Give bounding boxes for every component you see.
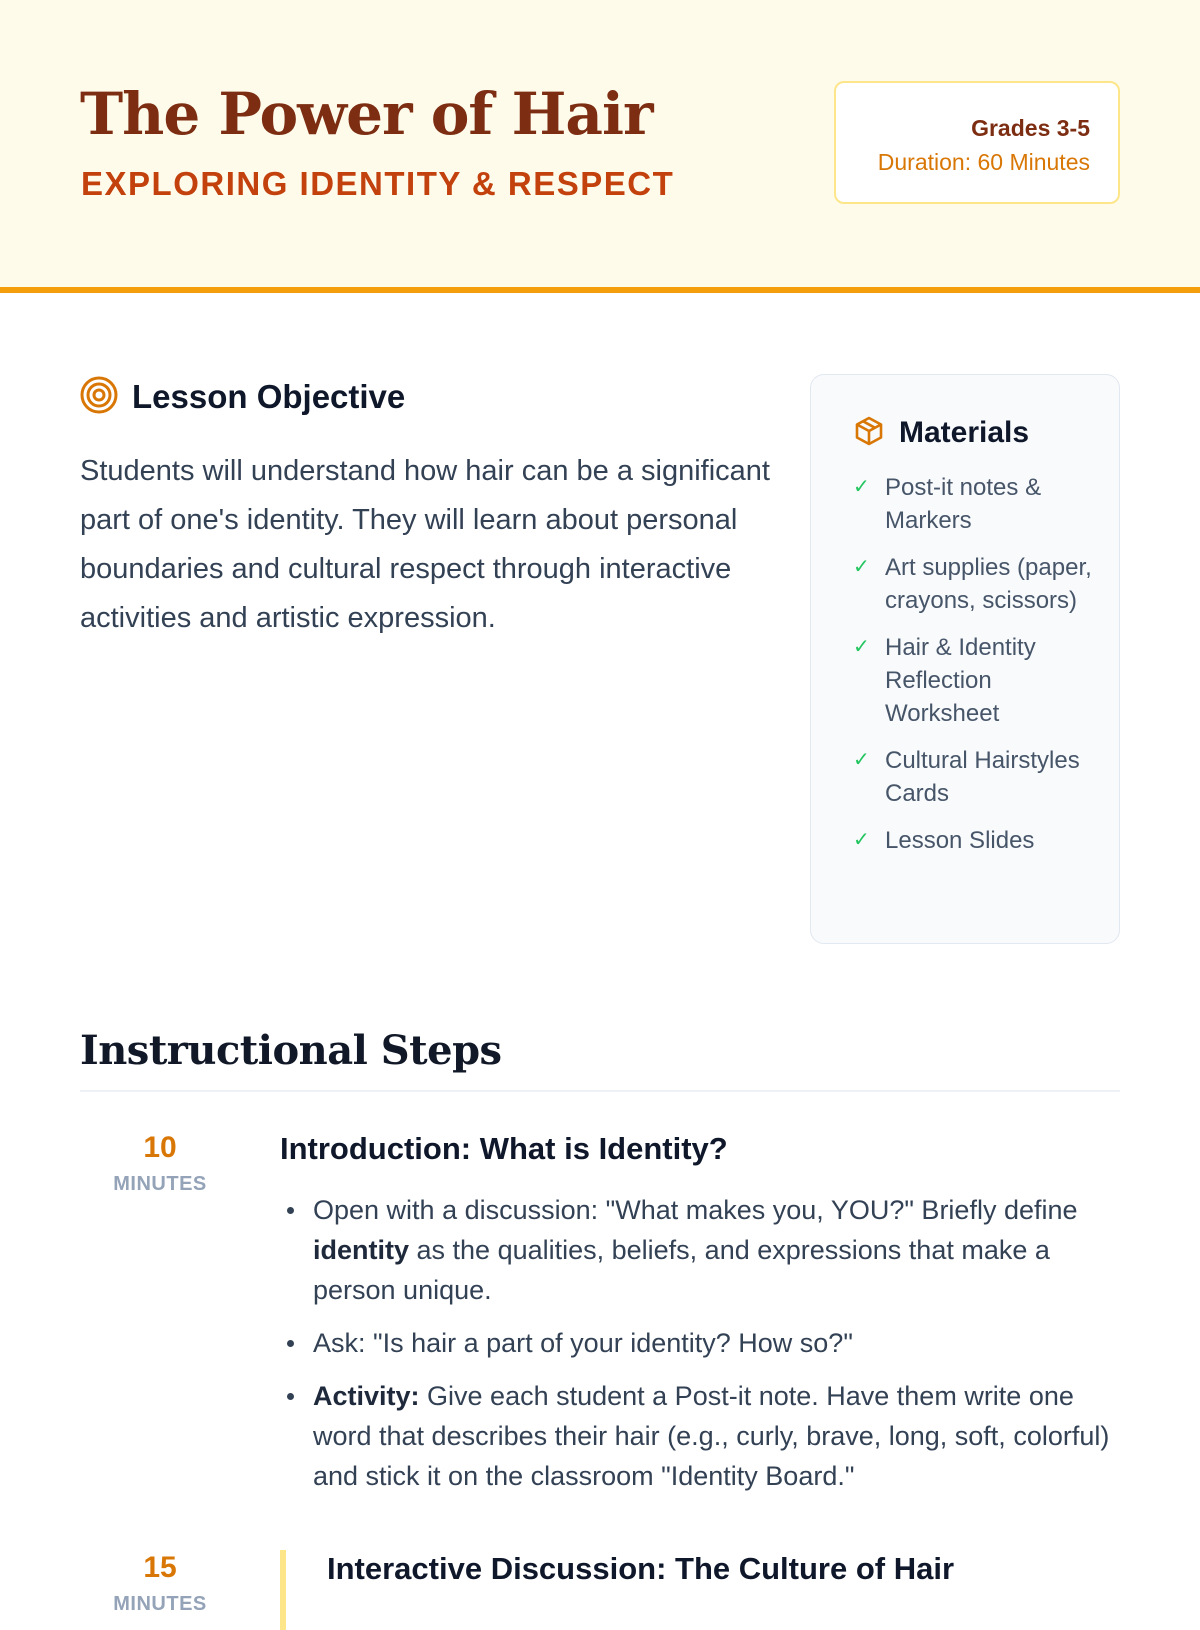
materials-item: ✓ Lesson Slides [853, 824, 1099, 857]
step-minutes: 10 [143, 1131, 177, 1164]
steps-section-title: Instructional Steps [80, 1027, 502, 1074]
materials-item: ✓ Art supplies (paper, crayons, scissors) [853, 551, 1099, 617]
lesson-subtitle: EXPLORING IDENTITY & RESPECT [81, 165, 675, 202]
step-duration [80, 1130, 240, 1198]
grades-label: Grades 3-5 [971, 115, 1090, 141]
check-icon: ✓ [853, 556, 870, 578]
materials-item: ✓ Post-it notes & Markers [853, 471, 1099, 537]
materials-heading-row [853, 413, 1099, 453]
step-bullets [280, 1190, 1120, 1496]
step-bullet: Ask: "Is hair a part of your identity? How so?" [280, 1323, 1120, 1363]
step-minutes-unit: MINUTES [113, 1173, 207, 1195]
section-divider [80, 1090, 1120, 1092]
materials-item: ✓ Hair & Identity Reflection Worksheet [853, 631, 1099, 730]
objective-heading: Lesson Objective [132, 378, 406, 415]
materials-heading: Materials [899, 416, 1030, 449]
objective-heading-row [80, 374, 405, 420]
materials-list [853, 471, 1099, 857]
step-body [280, 1130, 1120, 1509]
duration-label: Duration: 60 Minutes [877, 149, 1090, 175]
step-title: Introduction: What is Identity? [280, 1131, 728, 1166]
check-icon: ✓ [853, 749, 870, 771]
step-accent-bar [280, 1550, 286, 1630]
materials-item: ✓ Cultural Hairstyles Cards [853, 744, 1099, 810]
step-body [327, 1550, 1120, 1610]
objective-text: Students will understand how hair can be a significant part of one's identity. They will learn about personal boundaries and cultural respect through interactive activities and artistic expression. [80, 455, 770, 634]
check-icon: ✓ [853, 476, 870, 498]
step-bullet: Open with a discussion: "What makes you, YOU?" Briefly define identity as the qualities, beliefs, and expressions that make a person unique. [280, 1190, 1120, 1310]
target-icon [80, 376, 118, 419]
lesson-meta-card [834, 81, 1120, 204]
step-minutes: 15 [143, 1551, 177, 1584]
package-icon [853, 415, 885, 452]
step-bullet: Activity: Give each student a Post-it note. Have them write one word that describes their hair (e.g., curly, brave, long, soft, colorful) and stick it on the classroom "Identity Board." [280, 1376, 1120, 1496]
materials-card [810, 374, 1120, 944]
lesson-title: The Power of Hair [80, 80, 653, 148]
step-title: Interactive Discussion: The Culture of Hair [327, 1551, 955, 1586]
step-duration [80, 1550, 240, 1618]
step-minutes-unit: MINUTES [113, 1593, 207, 1615]
check-icon: ✓ [853, 829, 870, 851]
check-icon: ✓ [853, 636, 870, 658]
lesson-header [0, 0, 1200, 293]
